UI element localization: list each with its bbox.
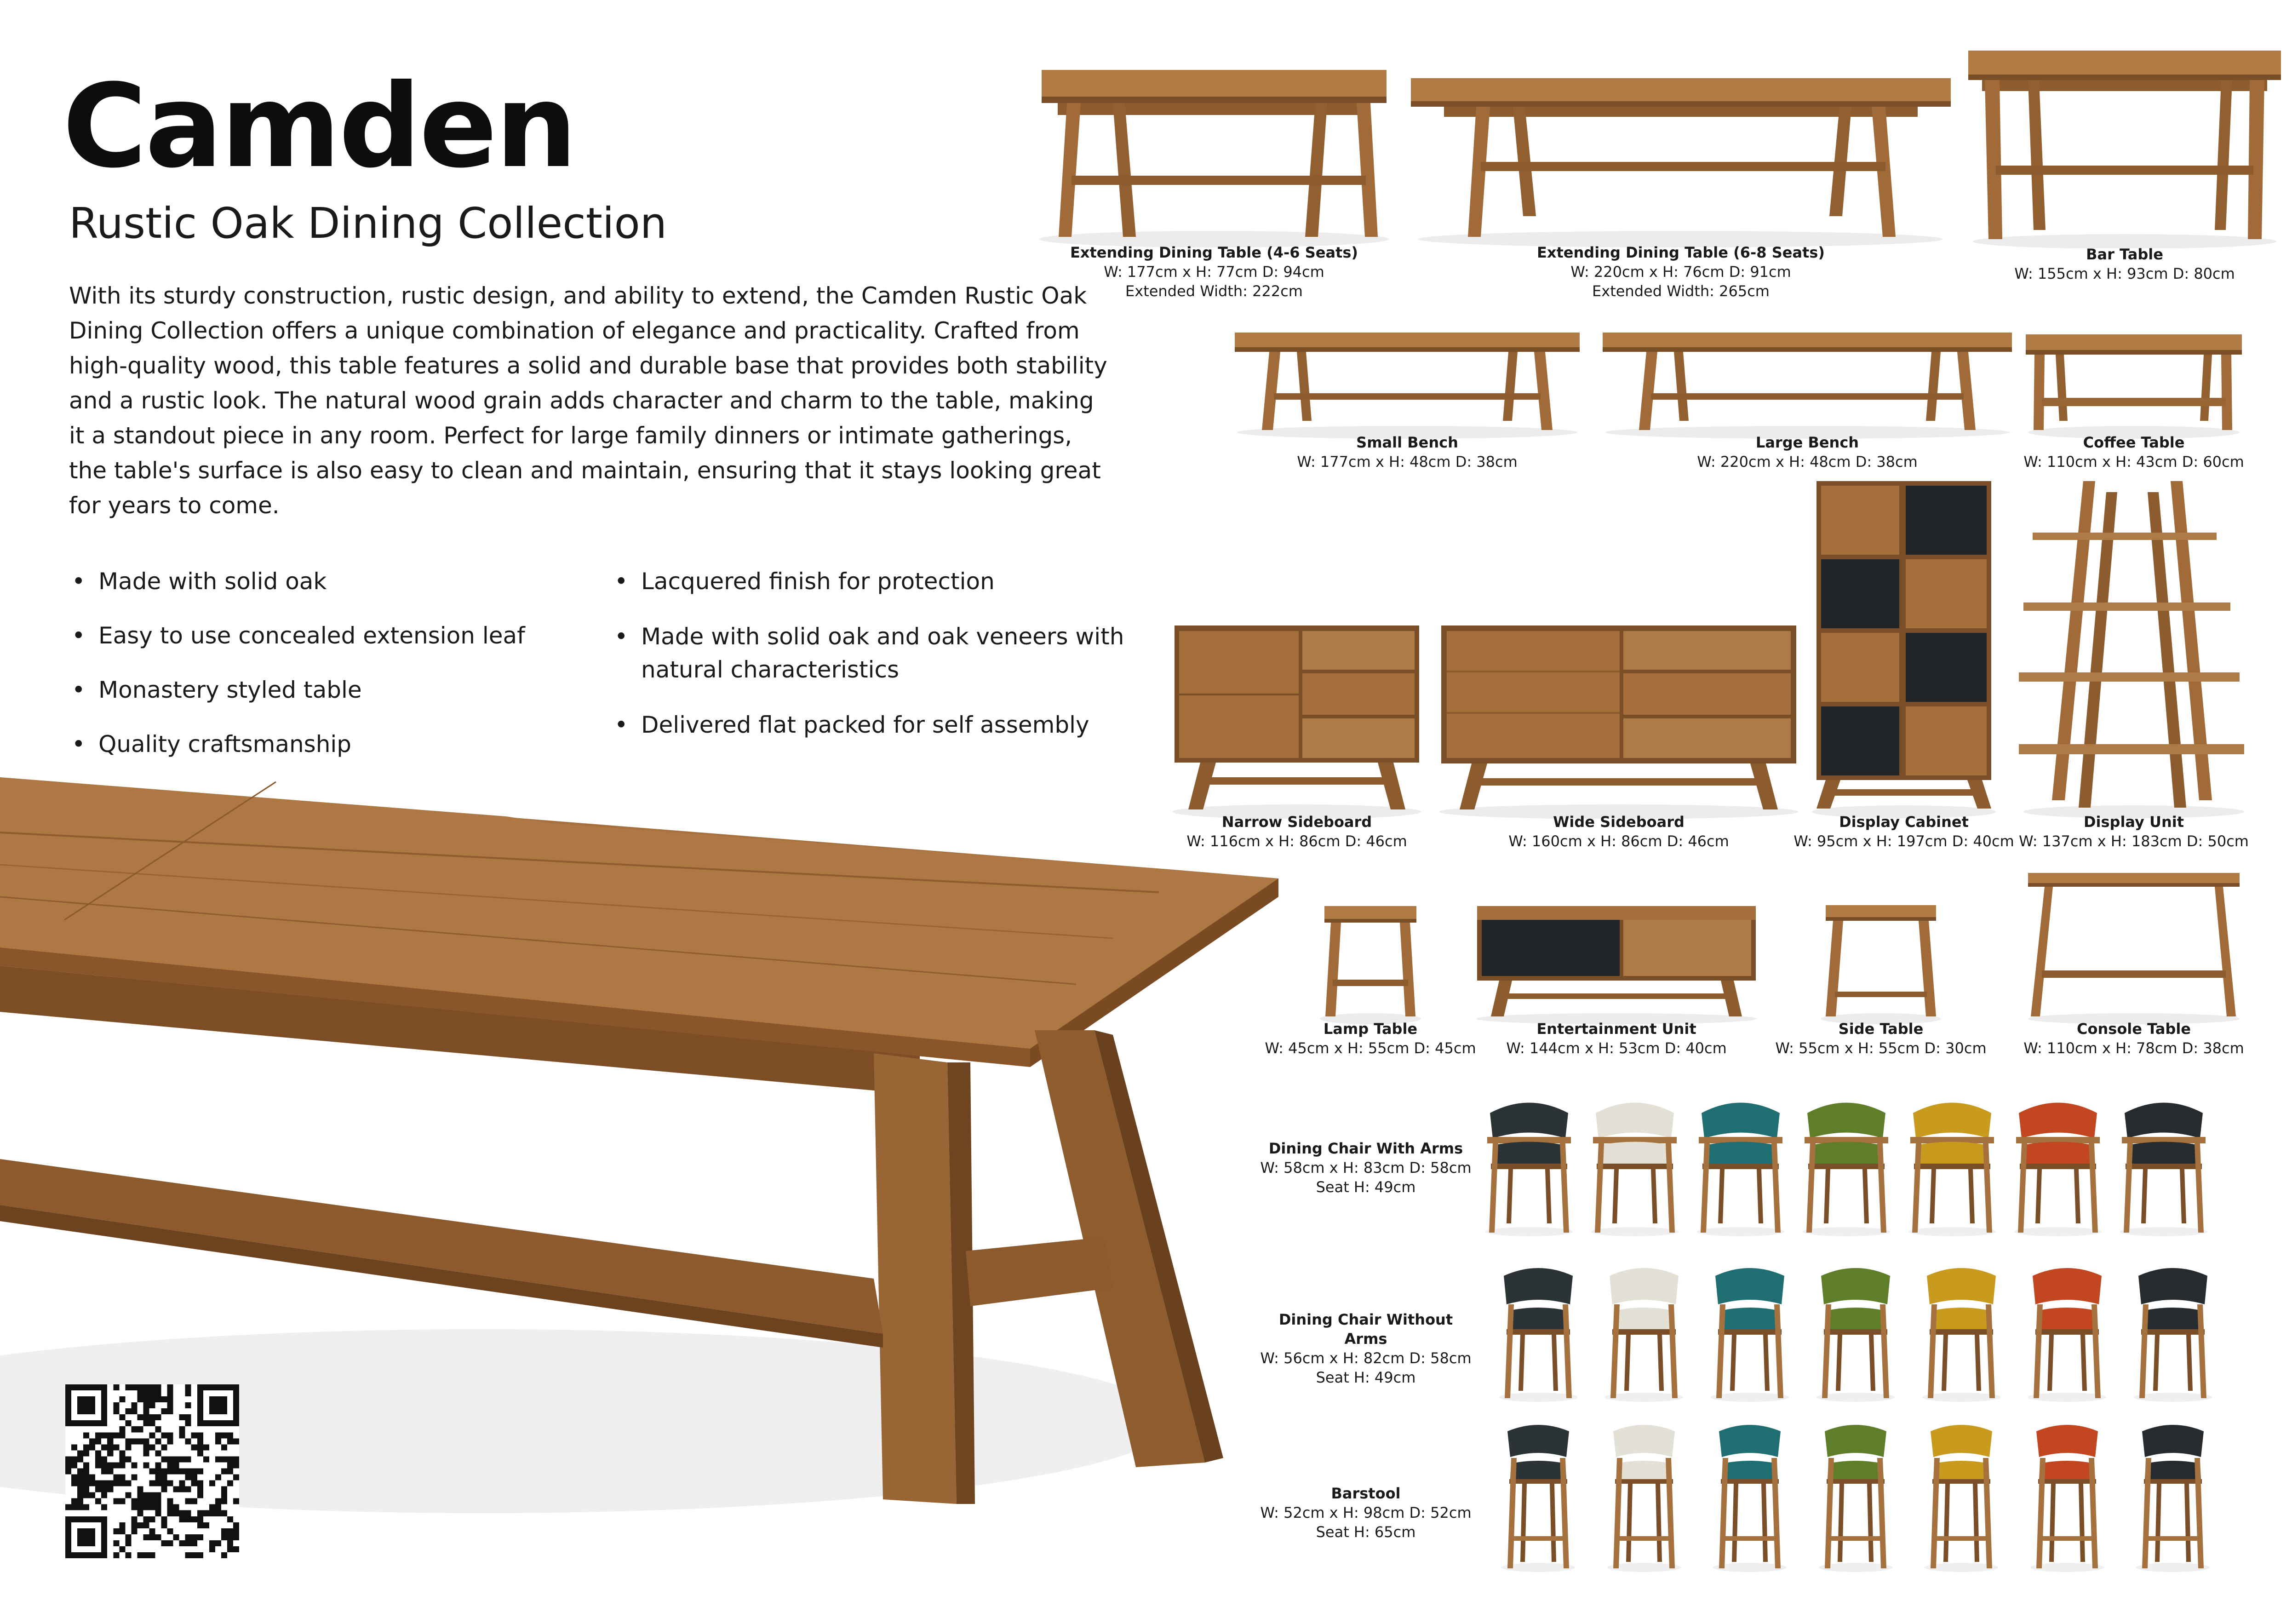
feature-list-left bbox=[69, 565, 575, 782]
product-name: Entertainment Unit bbox=[1536, 1020, 1696, 1038]
wide-sideboard-image bbox=[1435, 621, 1803, 819]
product-large-bench bbox=[1600, 329, 2014, 471]
feature-item: • Easy to use concealed extension leaf bbox=[69, 619, 575, 652]
barstool-swatch bbox=[1596, 1421, 1692, 1573]
product-side-table bbox=[1775, 901, 1987, 1057]
chair-swatch bbox=[2019, 1260, 2115, 1403]
barstool-swatch bbox=[1807, 1421, 1904, 1573]
product-dimensions: W: 137cm x H: 183cm D: 50cm bbox=[2019, 832, 2249, 850]
product-dimensions: W: 110cm x H: 78cm D: 38cm bbox=[2023, 1039, 2244, 1057]
feature-list-right bbox=[612, 565, 1154, 763]
product-display-unit bbox=[2019, 478, 2249, 850]
seating-caption bbox=[1260, 1139, 1472, 1197]
large-bench-image bbox=[1600, 329, 2014, 439]
product-dimensions: W: 144cm x H: 53cm D: 40cm bbox=[1506, 1039, 1727, 1057]
product-extending-table-4-6 bbox=[1035, 64, 1393, 300]
barstool-colour-row bbox=[1481, 1421, 2240, 1578]
intro-paragraph: With its sturdy construction, rustic design, and ability to extend, the Camden Rustic Oak Dining Collection offers a unique combination of elegance and practicality. Crafted from high-quality wood, this table features a solid and durable base that provides both stability and a rustic look. The natural wood grain adds character and charm to the table, making it a standout piece in any room. Perfect for large family dinners or intimate gatherings, the table's surface is also easy to clean and maintain, ensuring that it stays looking great for years to come. bbox=[69, 282, 1107, 519]
chair-without-arms-colour-row bbox=[1481, 1260, 2240, 1407]
product-caption bbox=[2010, 812, 2258, 851]
chair-swatch bbox=[2125, 1260, 2221, 1403]
product-entertainment-unit bbox=[1472, 901, 1761, 1057]
seating-name: Barstool bbox=[1331, 1485, 1401, 1502]
product-caption bbox=[1035, 243, 1393, 301]
feature-item: • Delivered flat packed for self assembly bbox=[612, 708, 1154, 741]
product-name: Large Bench bbox=[1755, 434, 1859, 451]
seating-dimensions: W: 58cm x H: 83cm D: 58cm bbox=[1260, 1159, 1472, 1176]
display-cabinet-image bbox=[1807, 478, 2000, 819]
product-caption bbox=[1168, 812, 1426, 851]
product-extended-width: Extended Width: 265cm bbox=[1592, 282, 1770, 300]
product-coffee-table bbox=[2023, 329, 2244, 471]
product-lamp-table bbox=[1265, 901, 1476, 1057]
barstool-swatch bbox=[1913, 1421, 2010, 1573]
armchair-swatch bbox=[2010, 1095, 2106, 1237]
extending-table-image bbox=[1035, 64, 1393, 248]
product-caption bbox=[1600, 433, 2014, 471]
armchair-swatch bbox=[1481, 1095, 1577, 1237]
product-name: Display Unit bbox=[2083, 813, 2184, 831]
chair-swatch bbox=[1807, 1260, 1904, 1403]
product-name: Lamp Table bbox=[1323, 1020, 1418, 1038]
seating-caption bbox=[1260, 1484, 1472, 1542]
narrow-sideboard-image bbox=[1168, 621, 1426, 819]
product-dimensions: W: 110cm x H: 43cm D: 60cm bbox=[2023, 453, 2244, 471]
product-name: Side Table bbox=[1838, 1020, 1924, 1038]
product-dimensions: W: 45cm x H: 55cm D: 45cm bbox=[1265, 1039, 1476, 1057]
product-caption bbox=[1789, 812, 2019, 851]
side-table-image bbox=[1816, 901, 1945, 1026]
lamp-table-image bbox=[1315, 901, 1426, 1026]
product-dimensions: W: 55cm x H: 55cm D: 30cm bbox=[1775, 1039, 1987, 1057]
product-display-cabinet bbox=[1793, 478, 2014, 850]
console-table-image bbox=[2023, 869, 2244, 1026]
chair-swatch bbox=[1913, 1260, 2010, 1403]
product-name: Wide Sideboard bbox=[1553, 813, 1685, 831]
product-name: Display Cabinet bbox=[1839, 813, 1969, 831]
barstool-swatch bbox=[1490, 1421, 1587, 1573]
seating-name: Dining Chair With Arms bbox=[1268, 1140, 1463, 1157]
armchair-swatch bbox=[1587, 1095, 1683, 1237]
product-extending-table-6-8 bbox=[1407, 64, 1954, 300]
product-extended-width: Extended Width: 222cm bbox=[1125, 282, 1303, 300]
entertainment-unit-image bbox=[1472, 901, 1761, 1026]
product-dimensions: W: 177cm x H: 77cm D: 94cm bbox=[1104, 263, 1324, 281]
product-small-bench bbox=[1232, 329, 1582, 471]
product-caption bbox=[1232, 1019, 1508, 1058]
seating-seat-height: Seat H: 49cm bbox=[1316, 1369, 1416, 1386]
coffee-table-image bbox=[2023, 329, 2244, 439]
chair-with-arms-colour-row bbox=[1481, 1095, 2240, 1242]
seating-seat-height: Seat H: 49cm bbox=[1316, 1178, 1416, 1196]
barstool-swatch bbox=[2125, 1421, 2221, 1573]
product-bar-table bbox=[1964, 46, 2286, 282]
feature-item: • Monastery styled table bbox=[69, 673, 575, 706]
seating-seat-height: Seat H: 65cm bbox=[1316, 1523, 1416, 1541]
product-caption bbox=[1472, 1019, 1761, 1058]
product-console-table bbox=[2023, 869, 2244, 1057]
barstool-swatch bbox=[1702, 1421, 1798, 1573]
product-caption bbox=[1743, 1019, 2019, 1058]
feature-item: • Lacquered finish for protection bbox=[612, 565, 1154, 598]
product-name: Extending Dining Table (6-8 Seats) bbox=[1537, 244, 1825, 261]
extending-table-image bbox=[1407, 64, 1954, 248]
product-caption bbox=[1232, 433, 1582, 471]
product-dimensions: W: 155cm x H: 93cm D: 80cm bbox=[2014, 265, 2235, 282]
product-name: Extending Dining Table (4-6 Seats) bbox=[1070, 244, 1358, 261]
product-caption bbox=[1435, 812, 1803, 851]
product-dimensions: W: 220cm x H: 76cm D: 91cm bbox=[1570, 263, 1791, 281]
product-name: Bar Table bbox=[2086, 246, 2163, 263]
feature-item: • Made with solid oak and oak veneers with natural characteristics bbox=[612, 620, 1154, 686]
product-wide-sideboard bbox=[1435, 621, 1803, 850]
armchair-swatch bbox=[1798, 1095, 1895, 1237]
chair-swatch bbox=[1596, 1260, 1692, 1403]
seating-name: Dining Chair Without Arms bbox=[1278, 1311, 1453, 1348]
bar-table-image bbox=[1964, 46, 2286, 248]
barstool-swatch bbox=[2019, 1421, 2115, 1573]
seating-dimensions: W: 56cm x H: 82cm D: 58cm bbox=[1260, 1349, 1472, 1367]
chair-swatch bbox=[1490, 1260, 1587, 1403]
display-unit-image bbox=[2019, 478, 2249, 819]
product-name: Coffee Table bbox=[2083, 434, 2185, 451]
brand-title: Camden bbox=[63, 59, 576, 193]
armchair-swatch bbox=[1692, 1095, 1789, 1237]
seating-dimensions: W: 52cm x H: 98cm D: 52cm bbox=[1260, 1504, 1472, 1521]
seating-caption bbox=[1260, 1310, 1472, 1387]
product-narrow-sideboard bbox=[1168, 621, 1426, 850]
qr-code[interactable] bbox=[65, 1384, 239, 1558]
chair-swatch bbox=[1702, 1260, 1798, 1403]
product-name: Console Table bbox=[2077, 1020, 2191, 1038]
product-caption bbox=[1407, 243, 1954, 301]
product-dimensions: W: 116cm x H: 86cm D: 46cm bbox=[1186, 832, 1407, 850]
product-dimensions: W: 160cm x H: 86cm D: 46cm bbox=[1508, 832, 1729, 850]
product-caption bbox=[1964, 245, 2286, 283]
product-caption bbox=[2014, 1019, 2253, 1058]
armchair-swatch bbox=[1904, 1095, 2000, 1237]
collection-subtitle: Rustic Oak Dining Collection bbox=[69, 199, 667, 248]
product-caption bbox=[2023, 433, 2244, 471]
feature-item: • Made with solid oak bbox=[69, 565, 575, 598]
product-dimensions: W: 177cm x H: 48cm D: 38cm bbox=[1297, 453, 1518, 471]
small-bench-image bbox=[1232, 329, 1582, 439]
product-dimensions: W: 220cm x H: 48cm D: 38cm bbox=[1697, 453, 1918, 471]
feature-item: • Quality craftsmanship bbox=[69, 728, 575, 761]
product-dimensions: W: 95cm x H: 197cm D: 40cm bbox=[1793, 832, 2014, 850]
product-name: Small Bench bbox=[1356, 434, 1458, 451]
armchair-swatch bbox=[2115, 1095, 2212, 1237]
product-name: Narrow Sideboard bbox=[1221, 813, 1372, 831]
